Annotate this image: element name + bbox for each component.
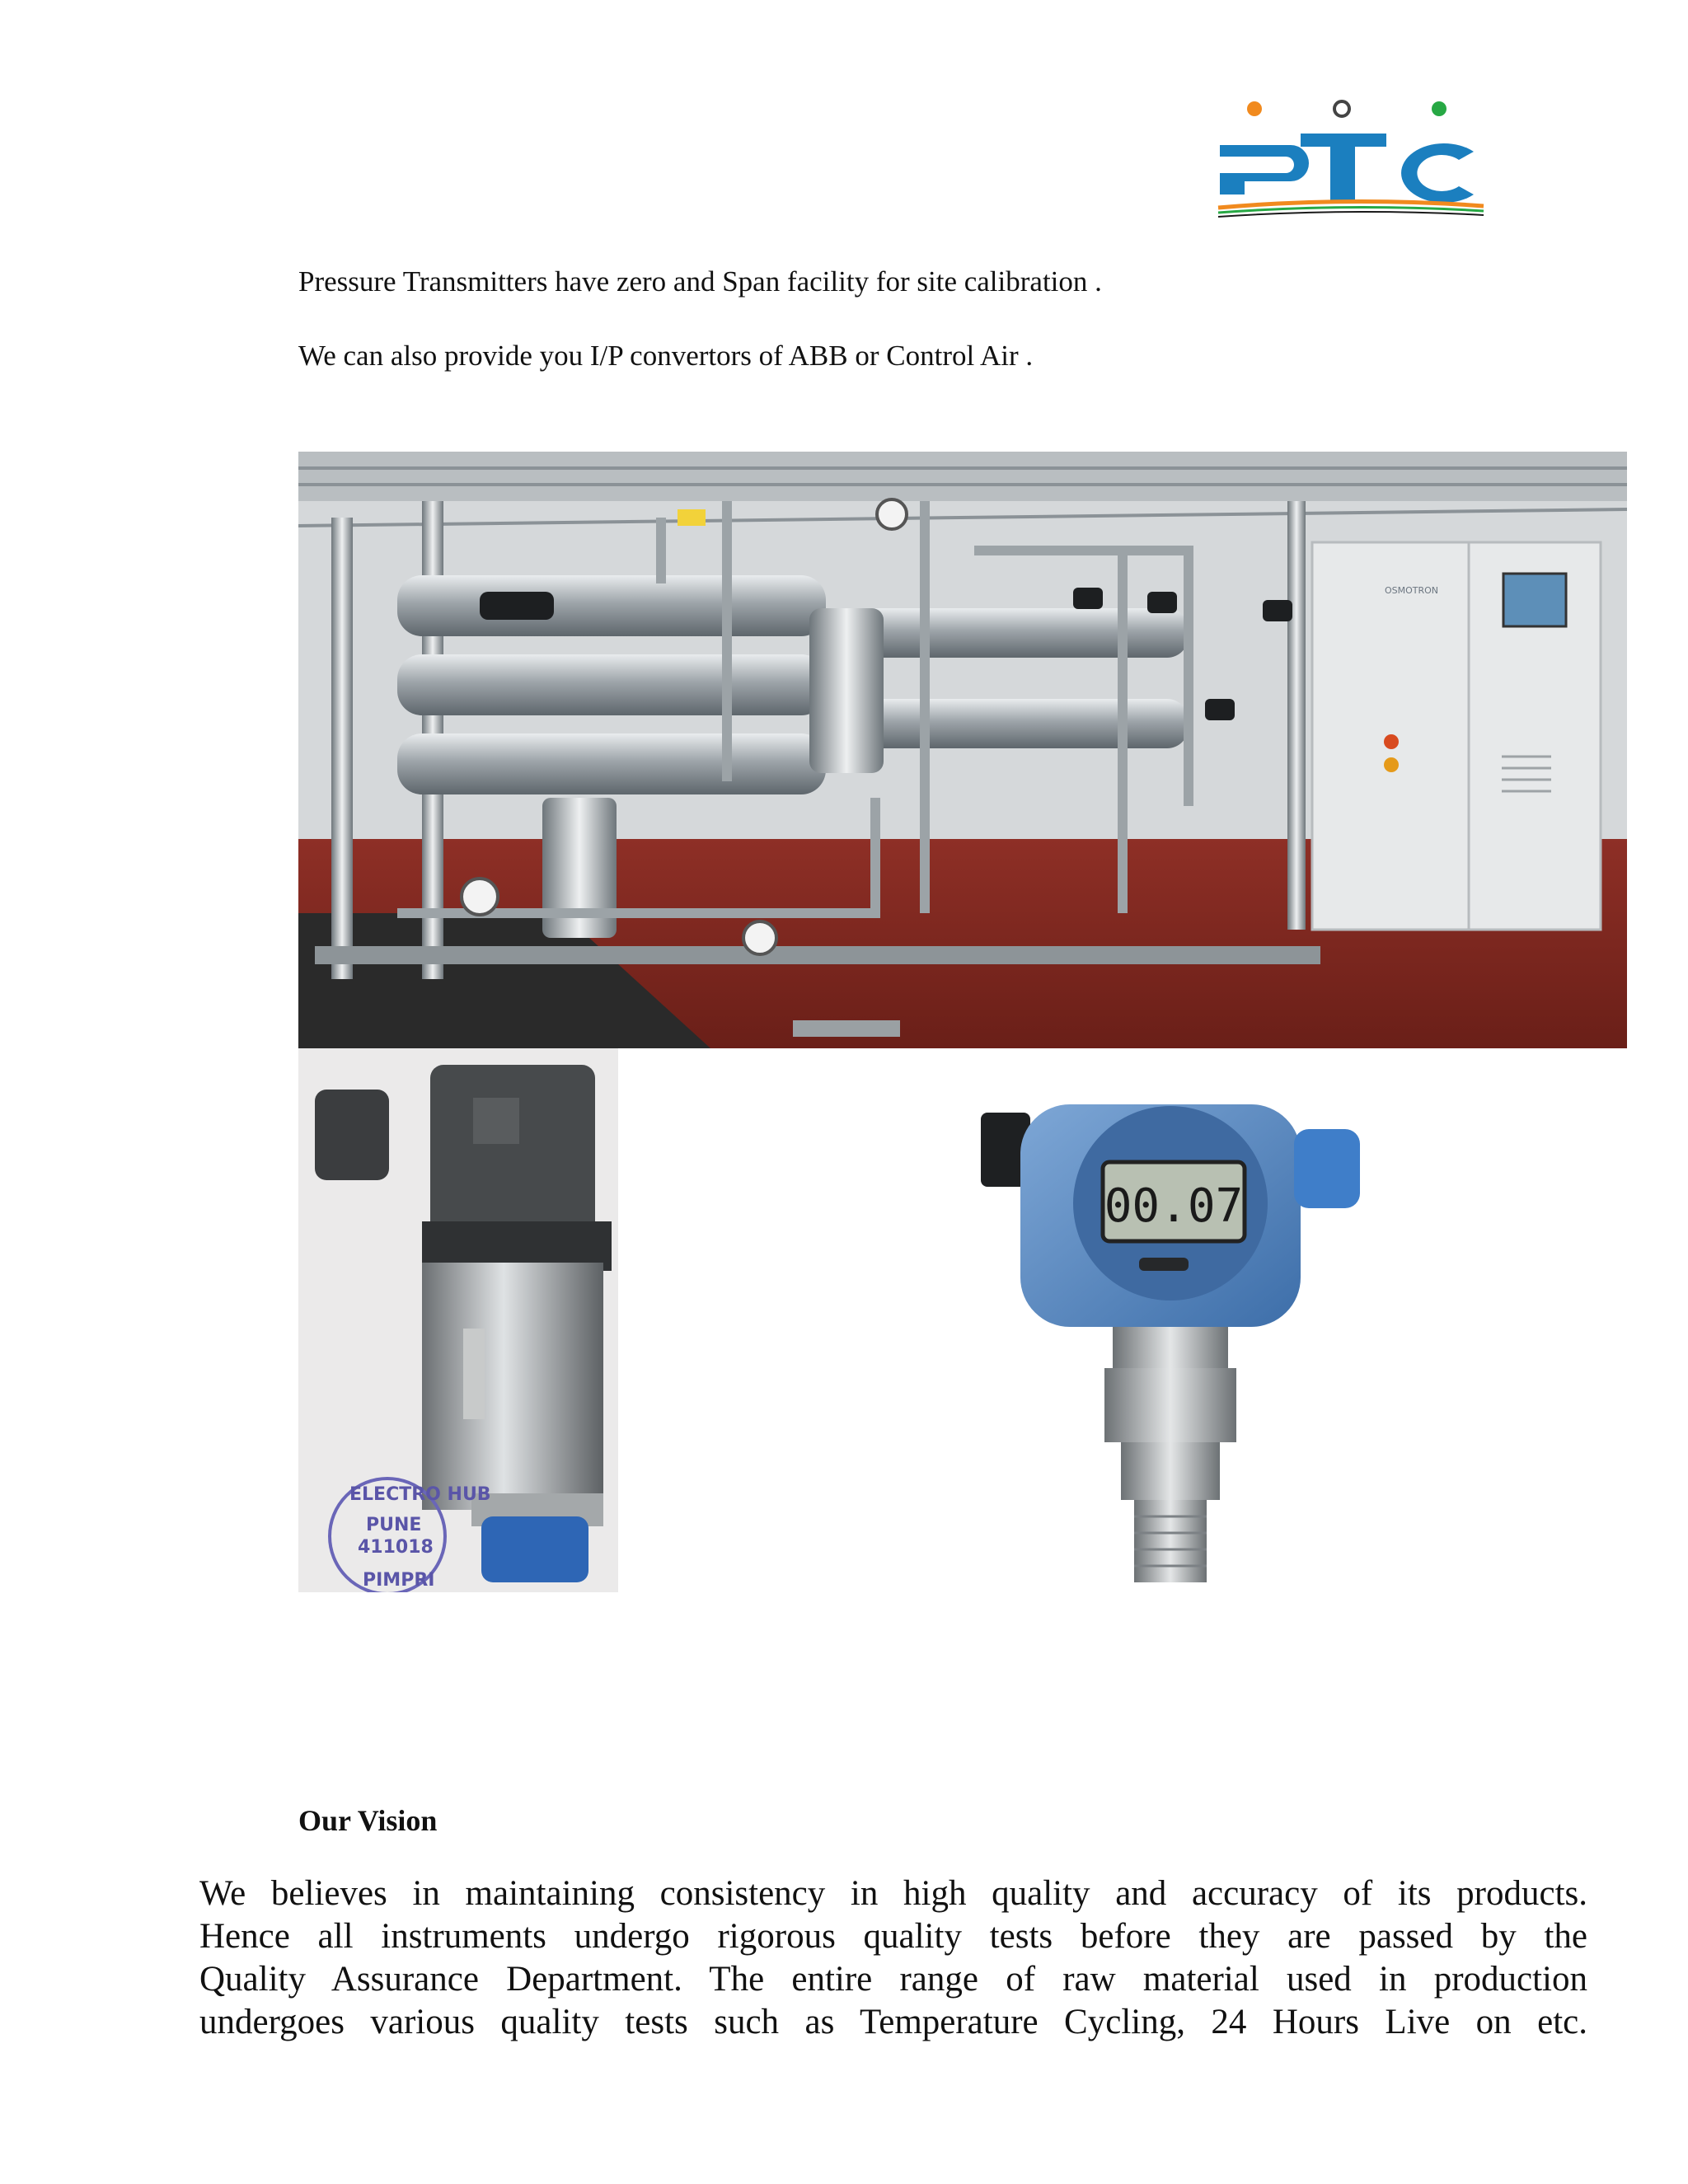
- ptc-logo-icon: [1212, 97, 1492, 221]
- intro-line-calibration: Pressure Transmitters have zero and Span facility for site calibration .: [298, 265, 1102, 298]
- stamp-line-3: 411018: [358, 1537, 434, 1558]
- vision-line-2: Hence all instruments undergo rigorous quality tests before they are passed by the: [199, 1917, 1587, 1956]
- vision-heading: Our Vision: [298, 1804, 438, 1837]
- company-logo: [1212, 97, 1492, 221]
- transmitter-display: 00.07: [1104, 1179, 1244, 1233]
- vision-line-4: undergoes various quality tests such as Temperature Cycling, 24 Hours Live on etc.: [199, 2003, 1587, 2041]
- vision-line-1: We believes in maintaining consistency in high quality and accuracy of its products.: [199, 1874, 1587, 1913]
- plant-illustration-icon: [298, 452, 1627, 1048]
- transmitter-illustration-icon: [948, 1063, 1426, 1599]
- pressure-sensor-photo: [298, 1048, 618, 1592]
- stamp-line-4: PIMPRI: [363, 1570, 435, 1591]
- sensor-illustration-icon: [298, 1048, 618, 1592]
- cabinet-label: OSMOTRON: [1385, 585, 1439, 596]
- vision-line-3: Quality Assurance Department. The entire range of raw material used in production: [199, 1960, 1587, 1999]
- industrial-plant-photo: [298, 452, 1627, 1048]
- intro-line-convertors: We can also provide you I/P convertors of ABB or Control Air .: [298, 340, 1034, 372]
- stamp-line-1: ELECTRO HUB: [349, 1484, 491, 1505]
- digital-transmitter-photo: [948, 1063, 1426, 1599]
- stamp-line-2: PUNE: [366, 1515, 422, 1535]
- vision-paragraph: [199, 1872, 1587, 2044]
